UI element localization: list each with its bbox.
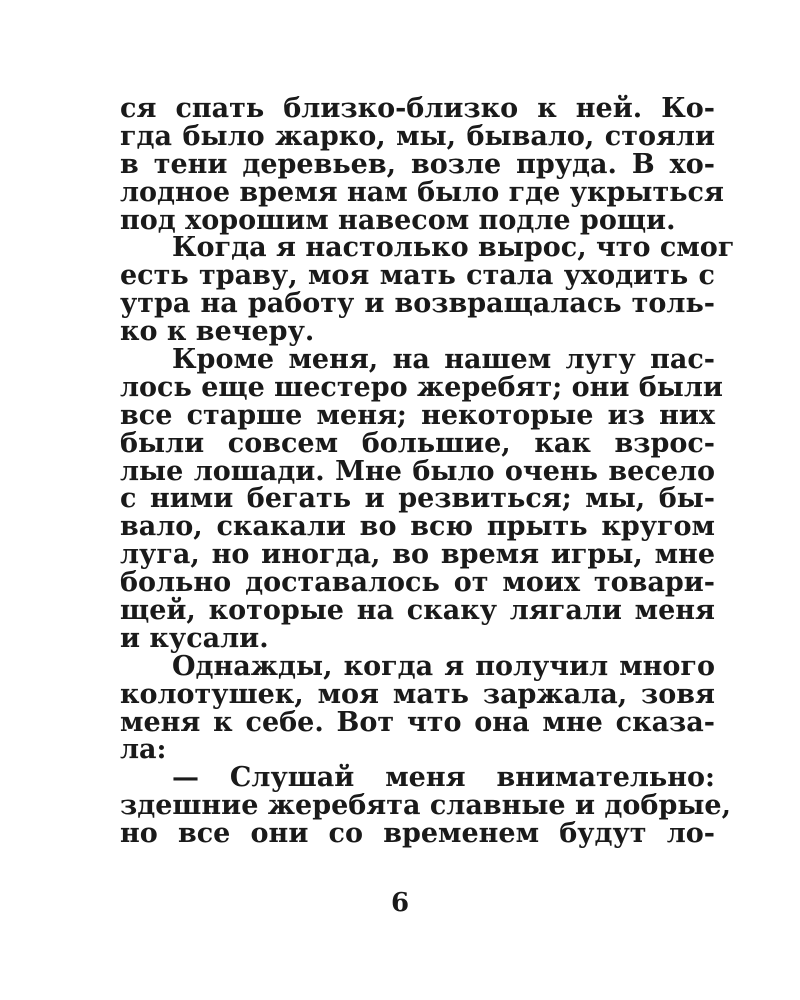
- text-line: меня к себе. Вот что она мне сказа-: [120, 706, 715, 738]
- text-line: колотушек, моя мать заржала, зовя: [120, 678, 715, 710]
- text-line: щей, которые на скаку лягали меня: [120, 595, 715, 627]
- text-line: больно доставалось от моих товари-: [120, 567, 715, 599]
- text-line: есть траву, моя мать стала уходить с: [120, 260, 715, 292]
- text-line: но все они со временем будут ло-: [120, 818, 715, 850]
- text-line: луга, но иногда, во время игры, мне: [120, 539, 715, 571]
- text-line: Однажды, когда я получил много: [172, 650, 715, 682]
- page-number: 6: [390, 888, 410, 918]
- text-line: ко к вечеру.: [120, 316, 315, 348]
- text-line: с ними бегать и резвиться; мы, бы-: [120, 483, 715, 515]
- text-line: Кроме меня, на нашем лугу пас-: [172, 344, 715, 376]
- text-line: гда было жарко, мы, бывало, стояли: [120, 120, 715, 152]
- text-line: утра на работу и возвращалась толь-: [120, 288, 715, 320]
- text-line: лые лошади. Мне было очень весело: [120, 455, 715, 487]
- text-line: в тени деревьев, возле пруда. В хо-: [120, 148, 715, 180]
- text-line: Когда я настолько вырос, что смог: [172, 232, 735, 264]
- text-line: — Слушай меня внимательно:: [172, 762, 715, 794]
- text-line: под хорошим навесом подле рощи.: [120, 204, 676, 236]
- body-text: [120, 93, 735, 850]
- text-line: ся спать близко-близко к ней. Ко-: [120, 93, 715, 124]
- text-line: лодное время нам было где укрыться: [120, 176, 724, 208]
- text-line: и кусали.: [120, 622, 269, 654]
- text-line: ла:: [120, 734, 167, 766]
- text-line: здешние жеребята славные и добрые,: [120, 790, 731, 822]
- text-line: лось еще шестеро жеребят; они были: [120, 371, 723, 403]
- text-line: все старше меня; некоторые из них: [120, 399, 715, 431]
- text-line: вало, скакали во всю прыть кругом: [120, 511, 715, 543]
- text-line: были совсем большие, как взрос-: [120, 427, 715, 459]
